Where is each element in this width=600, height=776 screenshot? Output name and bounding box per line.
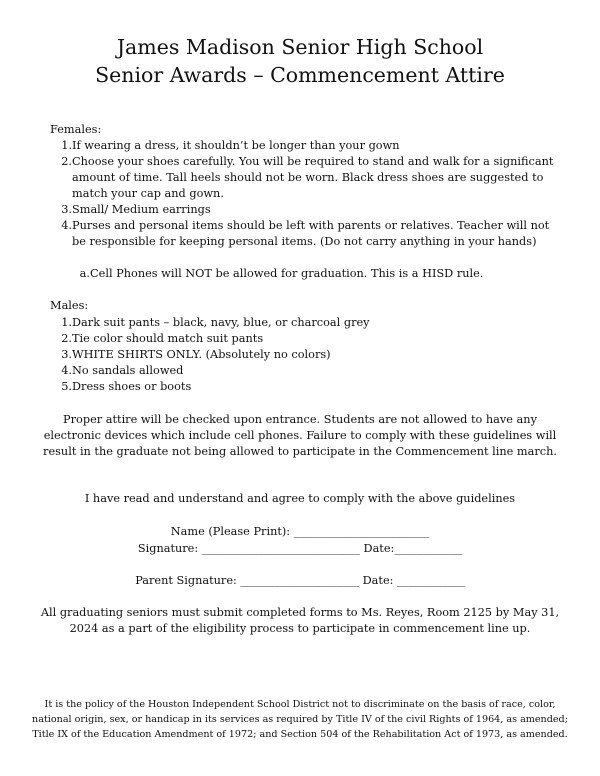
female-sub-item-a bbox=[78, 266, 558, 282]
list-text: Choose your shoes carefully. You will be required to stand and walk for a significant amount of time. Tall heels should not be worn. Black dress shoes are suggested to match your cap and gown. bbox=[72, 155, 554, 200]
list-text: Small/ Medium earrings bbox=[72, 203, 211, 216]
males-label: Males: bbox=[50, 299, 89, 312]
list-text: No sandals allowed bbox=[72, 364, 184, 377]
attire-notice: Proper attire will be checked upon entrance. Students are not allowed to have any electronic devices which include cell phones. Failure to comply with these guidelines will result in the graduate not being allowed to participate in the Commencement line march. bbox=[43, 413, 557, 458]
females-label: Females: bbox=[50, 123, 102, 136]
name-print-field[interactable]: Name (Please Print): ________________________ bbox=[170, 525, 430, 538]
female-item-1 bbox=[60, 138, 560, 154]
list-number: 5. bbox=[61, 380, 72, 393]
submission-instructions: All graduating seniors must submit completed forms to Ms. Reyes, Room 2125 by May 31, 2024 as a part of the eligibility process to participate in commencement line up. bbox=[40, 606, 560, 635]
non-discrimination-footer: It is the policy of the Houston Independent School District not to discriminate on the basis of race, color, national origin, sex, or handicap in its services as required by Title IV of the civil Rights of 1964, as amended; Title IX of the Education Amendment of 1972; and Section 504 of the Rehabilitation Act of 1973, as amended. bbox=[32, 699, 568, 740]
male-item-1 bbox=[60, 315, 560, 331]
female-item-3 bbox=[60, 202, 560, 218]
parent-signature-field[interactable]: Parent Signature: _____________________ Date: ____________ bbox=[135, 574, 465, 587]
male-item-4 bbox=[60, 363, 560, 379]
male-item-2 bbox=[60, 331, 560, 347]
female-item-4 bbox=[60, 218, 560, 250]
agreement-statement: I have read and understand and agree to comply with the above guidelines bbox=[84, 492, 516, 505]
list-text: Cell Phones will NOT be allowed for graduation. This is a HISD rule. bbox=[90, 267, 484, 280]
list-text: Tie color should match suit pants bbox=[72, 332, 264, 345]
list-number: 2. bbox=[61, 332, 72, 345]
list-text: WHITE SHIRTS ONLY. (Absolutely no colors) bbox=[72, 348, 331, 361]
form-subtitle: Senior Awards – Commencement Attire bbox=[95, 63, 505, 87]
school-title: James Madison Senior High School bbox=[116, 35, 484, 59]
list-number: 3. bbox=[61, 203, 72, 216]
female-item-2 bbox=[60, 154, 560, 202]
male-item-5 bbox=[60, 379, 560, 395]
list-number: 4. bbox=[61, 364, 72, 377]
list-text: Purses and personal items should be left with parents or relatives. Teacher will not be responsible for keeping personal items. (Do not carry anything in your hands) bbox=[72, 219, 550, 248]
list-text: Dark suit pants – black, navy, blue, or charcoal grey bbox=[72, 316, 370, 329]
list-number: 1. bbox=[61, 316, 72, 329]
list-number: 4. bbox=[61, 219, 72, 232]
male-item-3 bbox=[60, 347, 560, 363]
student-signature-field[interactable]: Signature: ____________________________ Date:____________ bbox=[137, 542, 463, 555]
list-number: 1. bbox=[61, 139, 72, 152]
list-letter: a. bbox=[79, 267, 90, 280]
list-number: 2. bbox=[61, 155, 72, 168]
list-text: Dress shoes or boots bbox=[72, 380, 192, 393]
list-number: 3. bbox=[61, 348, 72, 361]
list-text: If wearing a dress, it shouldn’t be longer than your gown bbox=[72, 139, 400, 152]
